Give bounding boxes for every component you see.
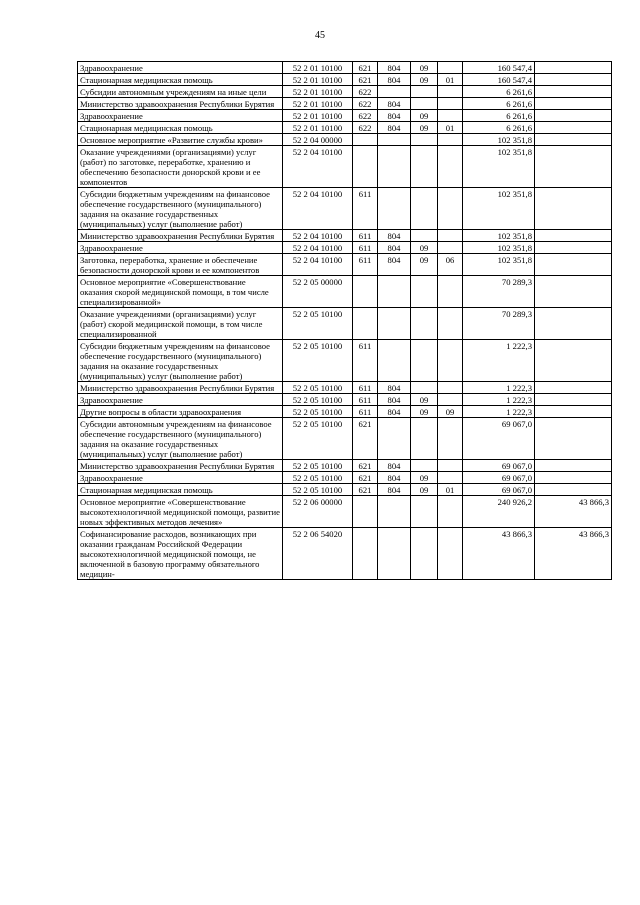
cell-section-code: 09 bbox=[411, 406, 438, 418]
cell-department-code bbox=[378, 340, 411, 382]
cell-target-code: 52 2 01 10100 bbox=[283, 62, 353, 74]
table-row bbox=[78, 74, 612, 86]
cell-subsection-code bbox=[438, 394, 463, 406]
cell-expense-type: 621 bbox=[353, 62, 378, 74]
cell-target-code: 52 2 05 10100 bbox=[283, 406, 353, 418]
cell-expense-type bbox=[353, 308, 378, 340]
cell-row-name: Стационарная медицинская помощь bbox=[78, 122, 283, 134]
cell-department-code: 804 bbox=[378, 382, 411, 394]
cell-expense-type: 611 bbox=[353, 242, 378, 254]
table-row bbox=[78, 122, 612, 134]
cell-target-code: 52 2 04 10100 bbox=[283, 146, 353, 188]
cell-amount: 1 222,3 bbox=[463, 340, 535, 382]
cell-department-code: 804 bbox=[378, 484, 411, 496]
cell-subsection-code bbox=[438, 340, 463, 382]
cell-row-name: Здравоохранение bbox=[78, 62, 283, 74]
cell-section-code: 09 bbox=[411, 74, 438, 86]
cell-section-code bbox=[411, 134, 438, 146]
cell-target-code: 52 2 01 10100 bbox=[283, 110, 353, 122]
cell-row-name: Софинансирование расходов, возникающих при оказании гражданам Российской Федерации высокотехнологичной медицинской помощи, не включенной в базовую программу обязательного медицин- bbox=[78, 528, 283, 580]
table-row bbox=[78, 308, 612, 340]
cell-amount: 102 351,8 bbox=[463, 188, 535, 230]
cell-row-name: Заготовка, переработка, хранение и обеспечение безопасности донорской крови и ее компонентов bbox=[78, 254, 283, 276]
cell-subsection-code bbox=[438, 418, 463, 460]
table-row bbox=[78, 254, 612, 276]
cell-row-name: Министерство здравоохранения Республики Бурятия bbox=[78, 230, 283, 242]
cell-department-code: 804 bbox=[378, 122, 411, 134]
cell-amount: 1 222,3 bbox=[463, 406, 535, 418]
cell-section-code bbox=[411, 340, 438, 382]
cell-row-name: Министерство здравоохранения Республики Бурятия bbox=[78, 98, 283, 110]
cell-row-name: Субсидии бюджетным учреждениям на финансовое обеспечение государственного (муниципального) задания на оказание государственных (муниципальных) услуг (выполнение работ) bbox=[78, 340, 283, 382]
cell-department-code: 804 bbox=[378, 394, 411, 406]
cell-row-name: Здравоохранение bbox=[78, 394, 283, 406]
cell-amount: 6 261,6 bbox=[463, 86, 535, 98]
cell-section-code bbox=[411, 418, 438, 460]
cell-expense-type: 611 bbox=[353, 230, 378, 242]
cell-amount: 69 067,0 bbox=[463, 460, 535, 472]
table-row bbox=[78, 62, 612, 74]
cell-section-code bbox=[411, 382, 438, 394]
cell-federal-amount bbox=[535, 418, 612, 460]
cell-row-name: Оказание учреждениями (организациями) услуг (работ) скорой медицинской помощи, в том числе специализированной bbox=[78, 308, 283, 340]
table-row bbox=[78, 406, 612, 418]
cell-federal-amount bbox=[535, 484, 612, 496]
cell-federal-amount bbox=[535, 74, 612, 86]
cell-subsection-code bbox=[438, 62, 463, 74]
cell-federal-amount bbox=[535, 382, 612, 394]
cell-section-code bbox=[411, 528, 438, 580]
cell-expense-type: 611 bbox=[353, 340, 378, 382]
cell-target-code: 52 2 04 00000 bbox=[283, 134, 353, 146]
cell-federal-amount bbox=[535, 134, 612, 146]
cell-expense-type: 621 bbox=[353, 74, 378, 86]
cell-subsection-code bbox=[438, 382, 463, 394]
cell-row-name: Здравоохранение bbox=[78, 242, 283, 254]
cell-subsection-code: 01 bbox=[438, 122, 463, 134]
cell-row-name: Основное мероприятие «Развитие службы крови» bbox=[78, 134, 283, 146]
cell-amount: 6 261,6 bbox=[463, 110, 535, 122]
cell-section-code bbox=[411, 146, 438, 188]
cell-expense-type: 622 bbox=[353, 86, 378, 98]
cell-federal-amount bbox=[535, 406, 612, 418]
cell-federal-amount bbox=[535, 308, 612, 340]
cell-federal-amount bbox=[535, 242, 612, 254]
cell-row-name: Министерство здравоохранения Республики Бурятия bbox=[78, 460, 283, 472]
cell-amount: 102 351,8 bbox=[463, 230, 535, 242]
cell-subsection-code: 01 bbox=[438, 484, 463, 496]
cell-subsection-code bbox=[438, 134, 463, 146]
cell-row-name: Министерство здравоохранения Республики Бурятия bbox=[78, 382, 283, 394]
cell-target-code: 52 2 01 10100 bbox=[283, 86, 353, 98]
cell-expense-type: 611 bbox=[353, 382, 378, 394]
table-row bbox=[78, 230, 612, 242]
cell-subsection-code: 01 bbox=[438, 74, 463, 86]
cell-expense-type: 611 bbox=[353, 406, 378, 418]
cell-federal-amount bbox=[535, 340, 612, 382]
cell-department-code: 804 bbox=[378, 460, 411, 472]
cell-federal-amount bbox=[535, 394, 612, 406]
cell-section-code bbox=[411, 496, 438, 528]
cell-subsection-code bbox=[438, 110, 463, 122]
table-row bbox=[78, 98, 612, 110]
cell-section-code: 09 bbox=[411, 242, 438, 254]
cell-target-code: 52 2 05 10100 bbox=[283, 308, 353, 340]
cell-subsection-code bbox=[438, 308, 463, 340]
cell-target-code: 52 2 06 00000 bbox=[283, 496, 353, 528]
cell-department-code: 804 bbox=[378, 98, 411, 110]
cell-amount: 160 547,4 bbox=[463, 62, 535, 74]
cell-subsection-code: 06 bbox=[438, 254, 463, 276]
cell-section-code: 09 bbox=[411, 254, 438, 276]
table-row bbox=[78, 276, 612, 308]
cell-row-name: Стационарная медицинская помощь bbox=[78, 484, 283, 496]
cell-amount: 240 926,2 bbox=[463, 496, 535, 528]
cell-department-code bbox=[378, 496, 411, 528]
cell-federal-amount bbox=[535, 146, 612, 188]
table-row bbox=[78, 146, 612, 188]
cell-subsection-code bbox=[438, 460, 463, 472]
cell-row-name: Субсидии бюджетным учреждениям на финансовое обеспечение государственного (муниципального) задания на оказание государственных (муниципальных) услуг (выполнение работ) bbox=[78, 188, 283, 230]
cell-target-code: 52 2 04 10100 bbox=[283, 242, 353, 254]
cell-row-name: Субсидии автономным учреждениям на иные цели bbox=[78, 86, 283, 98]
cell-expense-type bbox=[353, 276, 378, 308]
cell-federal-amount bbox=[535, 110, 612, 122]
cell-row-name: Другие вопросы в области здравоохранения bbox=[78, 406, 283, 418]
cell-amount: 69 067,0 bbox=[463, 484, 535, 496]
cell-amount: 1 222,3 bbox=[463, 394, 535, 406]
cell-expense-type: 611 bbox=[353, 254, 378, 276]
cell-department-code: 804 bbox=[378, 74, 411, 86]
cell-target-code: 52 2 05 10100 bbox=[283, 484, 353, 496]
page-number: 45 bbox=[315, 30, 325, 41]
cell-department-code: 804 bbox=[378, 242, 411, 254]
cell-section-code: 09 bbox=[411, 122, 438, 134]
cell-target-code: 52 2 05 10100 bbox=[283, 418, 353, 460]
cell-expense-type bbox=[353, 496, 378, 528]
cell-federal-amount bbox=[535, 230, 612, 242]
cell-amount: 43 866,3 bbox=[463, 528, 535, 580]
cell-expense-type: 622 bbox=[353, 122, 378, 134]
table-row bbox=[78, 394, 612, 406]
table-row bbox=[78, 472, 612, 484]
cell-department-code bbox=[378, 134, 411, 146]
cell-department-code bbox=[378, 308, 411, 340]
cell-subsection-code bbox=[438, 242, 463, 254]
budget-table bbox=[77, 61, 612, 580]
cell-department-code bbox=[378, 528, 411, 580]
cell-expense-type: 621 bbox=[353, 484, 378, 496]
cell-department-code bbox=[378, 418, 411, 460]
cell-amount: 69 067,0 bbox=[463, 472, 535, 484]
cell-section-code: 09 bbox=[411, 62, 438, 74]
cell-section-code bbox=[411, 230, 438, 242]
cell-row-name: Субсидии автономным учреждениям на финансовое обеспечение государственного (муниципального) задания на оказание государственных (муниципальных) услуг (выполнение работ) bbox=[78, 418, 283, 460]
cell-federal-amount bbox=[535, 62, 612, 74]
cell-federal-amount bbox=[535, 460, 612, 472]
cell-federal-amount: 43 866,3 bbox=[535, 528, 612, 580]
cell-row-name: Основное мероприятие «Совершенствование оказания скорой медицинской помощи, в том числе специализированной» bbox=[78, 276, 283, 308]
cell-federal-amount bbox=[535, 98, 612, 110]
cell-expense-type: 621 bbox=[353, 472, 378, 484]
cell-target-code: 52 2 04 10100 bbox=[283, 230, 353, 242]
cell-target-code: 52 2 05 10100 bbox=[283, 340, 353, 382]
cell-department-code bbox=[378, 188, 411, 230]
cell-section-code bbox=[411, 188, 438, 230]
cell-subsection-code bbox=[438, 86, 463, 98]
table-row bbox=[78, 528, 612, 580]
cell-row-name: Здравоохранение bbox=[78, 110, 283, 122]
table-row bbox=[78, 484, 612, 496]
cell-department-code: 804 bbox=[378, 472, 411, 484]
cell-section-code bbox=[411, 276, 438, 308]
cell-subsection-code bbox=[438, 496, 463, 528]
cell-federal-amount bbox=[535, 86, 612, 98]
cell-target-code: 52 2 05 10100 bbox=[283, 394, 353, 406]
cell-department-code: 804 bbox=[378, 254, 411, 276]
cell-amount: 70 289,3 bbox=[463, 308, 535, 340]
cell-federal-amount bbox=[535, 188, 612, 230]
cell-department-code bbox=[378, 146, 411, 188]
cell-section-code: 09 bbox=[411, 472, 438, 484]
cell-section-code: 09 bbox=[411, 484, 438, 496]
cell-target-code: 52 2 05 10100 bbox=[283, 472, 353, 484]
cell-subsection-code: 09 bbox=[438, 406, 463, 418]
cell-federal-amount bbox=[535, 254, 612, 276]
cell-department-code: 804 bbox=[378, 110, 411, 122]
cell-subsection-code bbox=[438, 276, 463, 308]
cell-section-code bbox=[411, 98, 438, 110]
table-row bbox=[78, 460, 612, 472]
cell-section-code bbox=[411, 308, 438, 340]
cell-section-code: 09 bbox=[411, 394, 438, 406]
cell-amount: 102 351,8 bbox=[463, 134, 535, 146]
cell-section-code bbox=[411, 460, 438, 472]
cell-amount: 102 351,8 bbox=[463, 146, 535, 188]
cell-target-code: 52 2 04 10100 bbox=[283, 188, 353, 230]
cell-row-name: Стационарная медицинская помощь bbox=[78, 74, 283, 86]
cell-department-code bbox=[378, 86, 411, 98]
cell-amount: 70 289,3 bbox=[463, 276, 535, 308]
cell-subsection-code bbox=[438, 188, 463, 230]
cell-expense-type bbox=[353, 146, 378, 188]
cell-expense-type: 622 bbox=[353, 110, 378, 122]
cell-subsection-code bbox=[438, 230, 463, 242]
cell-target-code: 52 2 04 10100 bbox=[283, 254, 353, 276]
table-row bbox=[78, 242, 612, 254]
table-row bbox=[78, 418, 612, 460]
cell-row-name: Оказание учреждениями (организациями) услуг (работ) по заготовке, переработке, хранению и обеспечению безопасности донорской крови и ее компонентов bbox=[78, 146, 283, 188]
table-row bbox=[78, 340, 612, 382]
table-row bbox=[78, 188, 612, 230]
cell-federal-amount bbox=[535, 472, 612, 484]
cell-department-code: 804 bbox=[378, 230, 411, 242]
cell-department-code bbox=[378, 276, 411, 308]
cell-department-code: 804 bbox=[378, 406, 411, 418]
cell-subsection-code bbox=[438, 472, 463, 484]
cell-row-name: Основное мероприятие «Совершенствование высокотехнологичной медицинской помощи, развитие новых эффективных методов лечения» bbox=[78, 496, 283, 528]
cell-target-code: 52 2 05 10100 bbox=[283, 382, 353, 394]
cell-subsection-code bbox=[438, 146, 463, 188]
cell-amount: 6 261,6 bbox=[463, 98, 535, 110]
cell-expense-type: 621 bbox=[353, 460, 378, 472]
cell-subsection-code bbox=[438, 528, 463, 580]
cell-amount: 102 351,8 bbox=[463, 254, 535, 276]
cell-amount: 1 222,3 bbox=[463, 382, 535, 394]
cell-target-code: 52 2 01 10100 bbox=[283, 74, 353, 86]
cell-amount: 69 067,0 bbox=[463, 418, 535, 460]
cell-expense-type: 611 bbox=[353, 394, 378, 406]
cell-section-code bbox=[411, 86, 438, 98]
table-row bbox=[78, 86, 612, 98]
cell-amount: 102 351,8 bbox=[463, 242, 535, 254]
cell-section-code: 09 bbox=[411, 110, 438, 122]
cell-federal-amount bbox=[535, 122, 612, 134]
cell-expense-type: 621 bbox=[353, 418, 378, 460]
cell-department-code: 804 bbox=[378, 62, 411, 74]
cell-expense-type bbox=[353, 134, 378, 146]
cell-amount: 160 547,4 bbox=[463, 74, 535, 86]
cell-subsection-code bbox=[438, 98, 463, 110]
table-row bbox=[78, 110, 612, 122]
cell-target-code: 52 2 06 54020 bbox=[283, 528, 353, 580]
cell-expense-type: 611 bbox=[353, 188, 378, 230]
cell-target-code: 52 2 05 10100 bbox=[283, 460, 353, 472]
table-row bbox=[78, 134, 612, 146]
cell-target-code: 52 2 01 10100 bbox=[283, 122, 353, 134]
cell-expense-type bbox=[353, 528, 378, 580]
cell-amount: 6 261,6 bbox=[463, 122, 535, 134]
cell-federal-amount: 43 866,3 bbox=[535, 496, 612, 528]
cell-federal-amount bbox=[535, 276, 612, 308]
table-row bbox=[78, 496, 612, 528]
table-row bbox=[78, 382, 612, 394]
cell-expense-type: 622 bbox=[353, 98, 378, 110]
cell-target-code: 52 2 01 10100 bbox=[283, 98, 353, 110]
cell-row-name: Здравоохранение bbox=[78, 472, 283, 484]
cell-target-code: 52 2 05 00000 bbox=[283, 276, 353, 308]
